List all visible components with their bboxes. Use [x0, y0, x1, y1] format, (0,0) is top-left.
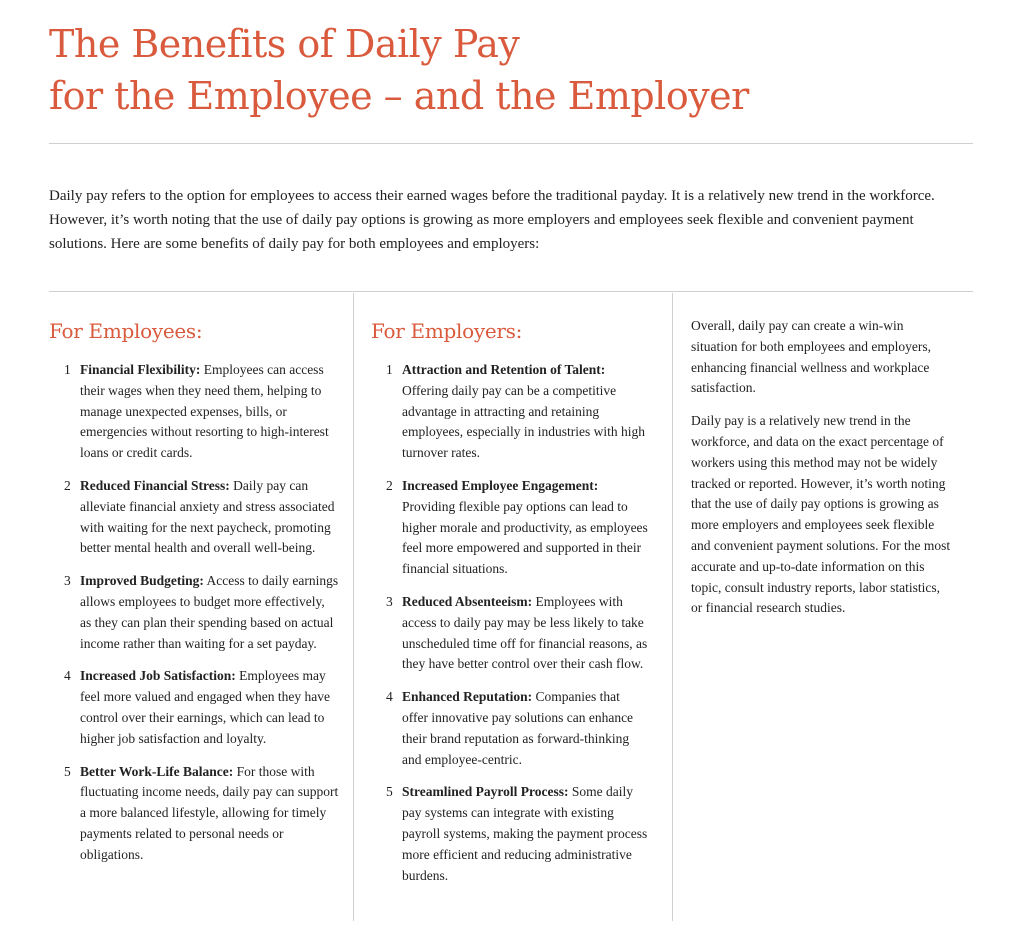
list-item-number: 5	[386, 784, 393, 800]
list-item-number: 2	[386, 477, 393, 493]
conclusion-paragraph-2: Daily pay is a relatively new trend in the workforce, and data on the exact percentage of workers using this method may not be widely tracked or reported. However, it’s worth noting that the use of daily pay options is growing as more employers and employees seek flexible and convenient payment solutions. For the most accurate and up-to-date information on this topic, consult industry reports, labor statistics, or financial research studies.	[691, 413, 951, 616]
list-item-title: Better Work-Life Balance:	[80, 763, 234, 779]
conclusion-column	[691, 316, 953, 631]
employers-benefit-list	[371, 360, 649, 886]
list-item-text: Employees with access to daily pay may be less likely to take unscheduled time off for financial reasons, as they have better control over their cash flow.	[402, 593, 648, 672]
list-item-title: Streamlined Payroll Process:	[402, 784, 569, 800]
list-item-text: Employees can access their wages when they need them, helping to manage unexpected expenses, bills, or emergencies without resorting to high-interest loans or credit cards.	[80, 362, 329, 461]
list-item-title: Increased Employee Engagement:	[402, 477, 599, 493]
list-item	[49, 571, 339, 654]
page-title-line-1: The Benefits of Daily Pay	[49, 22, 520, 66]
list-item	[49, 476, 339, 559]
list-item-number: 2	[64, 477, 71, 493]
list-item-number: 1	[64, 362, 71, 377]
employers-column	[371, 316, 649, 898]
list-item	[371, 476, 649, 580]
list-item-title: Attraction and Retention of Talent:	[402, 362, 606, 377]
employees-heading: For Employees:	[49, 319, 203, 343]
top-divider	[49, 143, 973, 144]
list-item-text: Offering daily pay can be a competitive advantage in attracting and retaining employees, especially in industries with high turnover rates.	[402, 382, 645, 461]
list-item-number: 4	[386, 689, 393, 705]
list-item-text: Access to daily earnings allows employees to budget more effectively, as they can plan their spending based on actual income rather than waiting for a set payday.	[80, 573, 339, 651]
intro-paragraph: Daily pay refers to the option for employees to access their earned wages before the traditional payday. It is a relatively new trend in the workforce. However, it’s worth noting that the use of daily pay options is growing as more employers and employees seek flexible and convenient payment solutions. Here are some benefits of daily pay for both employees and employers:	[49, 188, 935, 252]
list-item-number: 4	[64, 668, 71, 684]
list-item-title: Reduced Absenteeism:	[402, 593, 533, 609]
list-item-title: Increased Job Satisfaction:	[80, 668, 236, 684]
list-item-number: 3	[386, 593, 393, 609]
list-item-text: Companies that offer innovative pay solutions can enhance their brand reputation as forward-thinking and employee-centric.	[402, 689, 634, 767]
employees-column	[49, 316, 339, 878]
list-item	[371, 360, 649, 464]
list-item-text: For those with fluctuating income needs, daily pay can support a more balanced lifestyle, allowing for timely payments related to personal needs or obligations.	[80, 763, 339, 862]
page-title	[49, 0, 973, 122]
list-item	[49, 666, 339, 749]
employees-benefit-list	[49, 360, 339, 866]
list-item	[371, 687, 649, 770]
list-item-title: Enhanced Reputation:	[402, 689, 533, 705]
list-item-text: Daily pay can alleviate financial anxiety and stress associated with waiting for the next paycheck, promoting better mental health and overall well-being.	[80, 477, 335, 556]
column-divider-2	[672, 293, 673, 921]
list-item-title: Financial Flexibility:	[80, 362, 201, 377]
list-item	[371, 782, 649, 886]
list-item	[49, 360, 339, 464]
section-divider	[49, 291, 973, 292]
column-divider-1	[353, 293, 354, 921]
document-page	[49, 0, 973, 883]
list-item-text: Some daily pay systems can integrate with existing payroll systems, making the payment process more efficient and reducing administrative burdens.	[402, 784, 648, 883]
list-item	[49, 762, 339, 866]
list-item-title: Improved Budgeting:	[80, 573, 204, 589]
list-item-number: 3	[64, 573, 71, 589]
list-item	[371, 592, 649, 675]
list-item-number: 1	[386, 362, 393, 377]
list-item-title: Reduced Financial Stress:	[80, 477, 230, 493]
employers-heading: For Employers:	[371, 319, 523, 343]
page-title-line-2: for the Employee – and the Employer	[49, 74, 749, 118]
list-item-number: 5	[64, 763, 71, 779]
list-item-text: Employees may feel more valued and engaged when they have control over their earnings, which can lead to higher job satisfaction and loyalty.	[80, 668, 331, 746]
list-item-text: Providing flexible pay options can lead to higher morale and productivity, as employees feel more empowered and supported in their financial situations.	[402, 498, 648, 577]
conclusion-paragraph-1: Overall, daily pay can create a win-win situation for both employees and employers, enhancing financial wellness and workplace satisfaction.	[691, 318, 931, 396]
